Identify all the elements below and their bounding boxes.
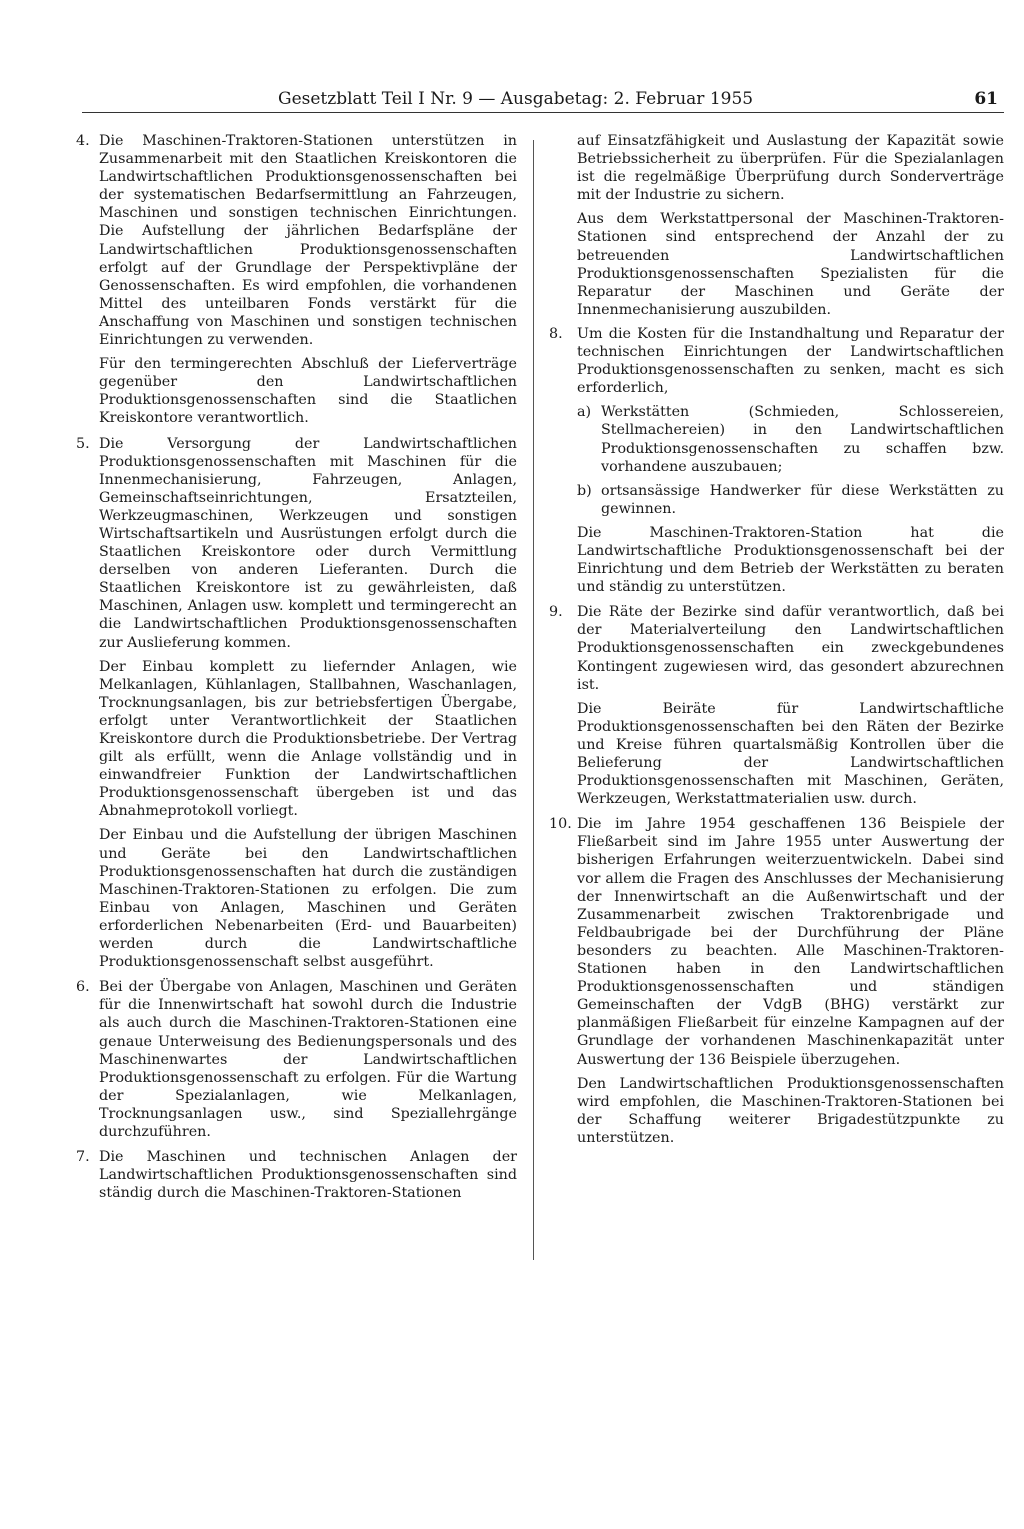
paragraph: Für den termingerechten Abschluß der Lieferverträge gegenüber den Landwirtschaftlichen Produktionsgenossenschaften sind die Staatlichen Kreiskontore verantwortlich.	[99, 356, 517, 427]
section-7-continued	[549, 132, 1004, 319]
header-title: Gesetzblatt Teil I Nr. 9 — Ausgabetag: 2. Februar 1955	[278, 89, 754, 109]
paragraph: Die im Jahre 1954 geschaffenen 136 Beispiele der Fließarbeit sind im Jahre 1955 unter Auswertung der bisherigen Erfahrungen weiterzuentwickeln. Dabei sind vor allem die Fragen des Anschlusses der Mechanisierung der Innenwirtschaft an die Außenwirtschaft und der Zusammenarbeit zwischen Traktorenbrigade und Feldbaubrigade bei der Durchführung der Pläne besonders zu beachten. Alle Maschinen-Traktoren-Stationen haben in den Landwirtschaftlichen Produktionsgenossenschaften und ständigen Gemeinschaften der VdgB (BHG) verstärkt zur planmäßigen Fließarbeit für einzelne Kampagnen auf der Grundlage der vorhandenen Maschinenkapazität unter Auswertung der 136 Beispiele überzugehen.	[577, 816, 1004, 1068]
paragraph: Bei der Übergabe von Anlagen, Maschinen und Geräten für die Innenwirtschaft hat sowohl durch die Industrie als auch durch die Maschinen-Traktoren-Stationen eine genaue Unterweisung des Bedienungspersonals und des Maschinenwartes der Landwirtschaftlichen Produktionsgenossenschaft zu erfolgen. Für die Wartung der Spezialanlagen, wie Melkanlagen, Trocknungsanlagen usw., sind Speziallehrgänge durchzuführen.	[99, 979, 517, 1140]
right-column	[549, 132, 1004, 1154]
paragraph: Die Versorgung der Landwirtschaftlichen Produktionsgenossenschaften mit Maschinen für die Innenmechanisierung, Fahrzeugen, Anlagen, Gemeinschaftseinrichtungen, Ersatzteilen, Werkzeugmaschinen, Werkzeugen und sonstigen Wirtschaftsartikeln und Ausrüstungen erfolgt durch die Staatlichen Kreiskontore oder durch Vermittlung derselben von anderen Lieferanten. Durch die Staatlichen Kreiskontore ist zu gewährleisten, daß Maschinen, Anlagen usw. komplett und termingerecht an die Landwirtschaftlichen Produktionsgenossenschaften zur Auslieferung kommen.	[99, 435, 517, 651]
section-number: 10.	[549, 816, 572, 833]
section-9	[549, 603, 1004, 808]
column-divider	[533, 140, 534, 1260]
page-number: 61	[974, 89, 998, 109]
section-6	[76, 978, 517, 1141]
subitem-a	[577, 403, 1004, 475]
header-rule	[82, 112, 1004, 113]
left-column	[76, 132, 517, 1209]
section-number: 6.	[76, 979, 90, 996]
subitem-label: b)	[577, 482, 592, 499]
paragraph: Der Einbau komplett zu liefernder Anlagen, wie Melkanlagen, Kühlanlagen, Stallbahnen, Waschanlagen, Trocknungsanlagen, bis zur betriebsfertigen Übergabe, erfolgt unter Verantwortlichkeit der Staatlichen Kreiskontore durch die Produktionsbetriebe. Der Vertrag gilt als erfüllt, wenn die Anlage vollständig und in einwandfreier Funktion der Landwirtschaftlichen Produktionsgenossenschaft übergeben ist und das Abnahmeprotokoll vorliegt.	[99, 658, 517, 820]
section-number: 7.	[76, 1149, 90, 1166]
paragraph: Um die Kosten für die Instandhaltung und Reparatur der technischen Einrichtungen der Landwirtschaftlichen Produktionsgenossenschaften zu senken, macht es sich erforderlich,	[577, 325, 1004, 397]
paragraph: Die Beiräte für Landwirtschaftliche Produktionsgenossenschaften bei den Räten der Bezirke und Kreise führen quartalsmäßig Kontrollen über die Belieferung der Landwirtschaftlichen Produktionsgenossenschaften mit Maschinen, Geräten, Werkzeugen, Werkstattmaterialien usw. durch.	[577, 700, 1004, 808]
paragraph: Den Landwirtschaftlichen Produktionsgenossenschaften wird empfohlen, die Maschinen-Traktoren-Stationen bei der Schaffung weiterer Brigadestützpunkte zu unterstützen.	[577, 1075, 1004, 1146]
paragraph: Die Maschinen-Traktoren-Station hat die Landwirtschaftliche Produktionsgenossenschaft bei der Einrichtung und dem Betrieb der Werkstätten zu beraten und ständig zu unterstützen.	[577, 524, 1004, 596]
page-header	[278, 88, 998, 110]
paragraph: Die Maschinen-Traktoren-Stationen unterstützen in Zusammenarbeit mit den Staatlichen Kreiskontoren die Landwirtschaftlichen Produktionsgenossenschaften bei der systematischen Bedarfsermittlung an Fahrzeugen, Maschinen und sonstigen technischen Einrichtungen. Die Aufstellung der jährlichen Bedarfspläne der Landwirtschaftlichen Produktionsgenossenschaften erfolgt auf der Grundlage der Perspektivpläne der Genossenschaften. Es wird empfohlen, die vorhandenen Mittel des unteilbaren Fonds verstärkt für die Anschaffung von Maschinen und sonstigen technischen Einrichtungen zu verwenden.	[99, 133, 517, 349]
section-number: 5.	[76, 435, 90, 452]
section-7	[76, 1148, 517, 1202]
section-number: 8.	[549, 325, 563, 342]
section-4	[76, 132, 517, 428]
section-5	[76, 435, 517, 972]
subitem-label: a)	[577, 404, 592, 421]
subitem-b	[577, 482, 1004, 518]
section-number: 9.	[549, 604, 563, 621]
paragraph: Der Einbau und die Aufstellung der übrigen Maschinen und Geräte bei den Landwirtschaftlichen Produktionsgenossenschaften hat durch die zuständigen Maschinen-Traktoren-Stationen zu erfolgen. Die zum Einbau von Anlagen, Maschinen und Geräten erforderlichen Nebenarbeiten (Erd- und Bauarbeiten) werden durch die Landwirtschaftliche Produktionsgenossenschaft selbst ausgeführt.	[99, 827, 517, 971]
subitem-text: Werkstätten (Schmieden, Schlossereien, Stellmachereien) in den Landwirtschaftlichen Produktionsgenossenschaften zu schaffen bzw. vorhandene auszubauen;	[601, 404, 1004, 475]
paragraph: Die Räte der Bezirke sind dafür verantwortlich, daß bei der Materialverteilung den Landwirtschaftlichen Produktionsgenossenschaften ein zweckgebundenes Kontingent zugewiesen wird, das gesondert abzurechnen ist.	[577, 604, 1004, 693]
paragraph: Aus dem Werkstattpersonal der Maschinen-Traktoren-Stationen sind entsprechend der Anzahl der zu betreuenden Landwirtschaftlichen Produktionsgenossenschaften Spezialisten für die Reparatur der Maschinen und Geräte der Innenmechanisierung auszubilden.	[577, 211, 1004, 318]
subitem-text: ortsansässige Handwerker für diese Werkstätten zu gewinnen.	[601, 482, 1004, 517]
section-10	[549, 815, 1004, 1147]
section-8	[549, 325, 1004, 596]
paragraph: auf Einsatzfähigkeit und Auslastung der Kapazität sowie Betriebssicherheit zu überprüfen. Für die Spezialanlagen ist die regelmäßige Überprüfung durch Sonderverträge mit der Industrie zu sichern.	[577, 133, 1004, 204]
section-number: 4.	[76, 133, 90, 149]
paragraph: Die Maschinen und technischen Anlagen der Landwirtschaftlichen Produktionsgenossenschaften sind ständig durch die Maschinen-Traktoren-Stationen	[99, 1149, 517, 1202]
